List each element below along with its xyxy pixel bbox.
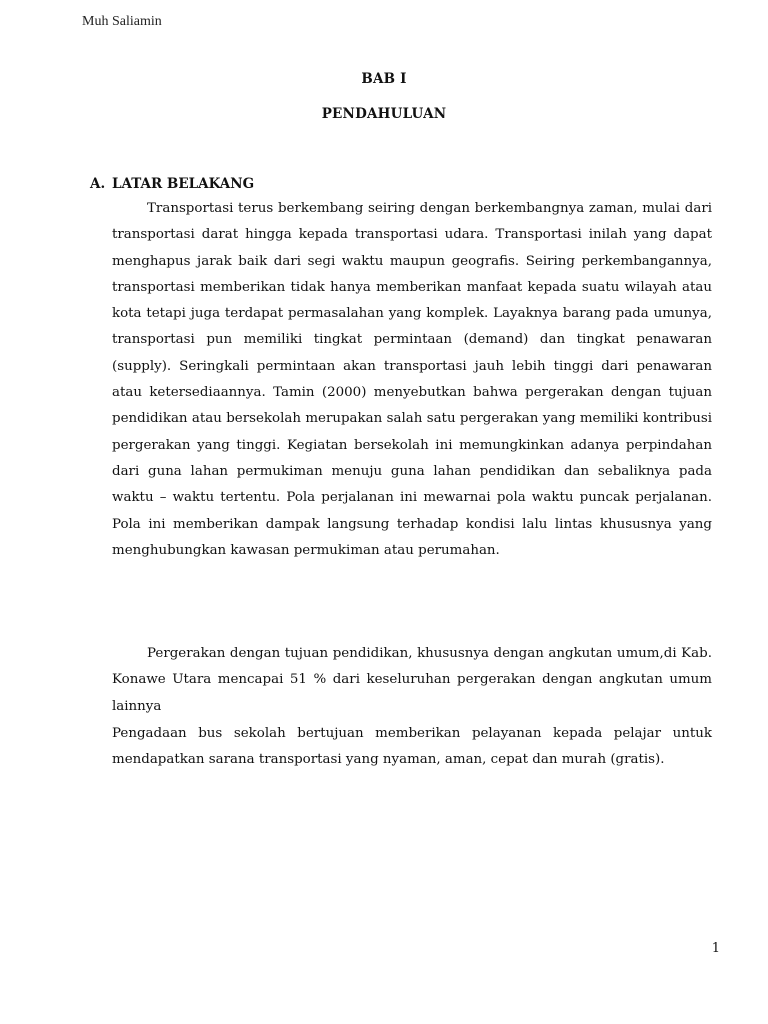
section-letter: A. — [90, 176, 106, 192]
body-paragraph-3: Pengadaan bus sekolah bertujuan memberikan pelayanan kepada pelajar untuk mendapatkan sarana transportasi yang nyaman, aman, cepat dan murah (gratis). — [112, 726, 712, 768]
section-title: LATAR BELAKANG — [112, 176, 255, 192]
chapter-number: BAB I — [361, 71, 407, 87]
header-author: Muh Saliamin — [82, 14, 162, 29]
page-number: 1 — [711, 941, 720, 956]
section-heading — [90, 176, 254, 192]
body-paragraph-1: Transportasi terus berkembang seiring dengan berkembangnya zaman, mulai dari transportasi darat hingga kepada transportasi udara. Transportasi inilah yang dapat menghapus jarak baik dari segi waktu maupun geografis. Seiring perkembangannya, transportasi memberikan tidak hanya memberikan manfaat kepada suatu wilayah atau kota tetapi juga terdapat permasalahan yang komplek. Layaknya barang pada umunya, transportasi pun memiliki tingkat permintaan (demand) dan tingkat penawaran (supply). Seringkali permintaan akan transportasi jauh lebih tinggi dari penawaran atau ketersediaannya. Tamin (2000) menyebutkan bahwa pergerakan dengan tujuan pendidikan atau bersekolah merupakan salah satu pergerakan yang memiliki kontribusi pergerakan yang tinggi. Kegiatan bersekolah ini memungkinkan adanya perpindahan dari guna lahan permukiman menuju guna lahan pendidikan dan sebaliknya pada waktu – waktu tertentu. Pola perjalanan ini mewarnai pola waktu puncak perjalanan. Pola ini memberikan dampak langsung terhadap kondisi lalu lintas khususnya yang menghubungkan kawasan permukiman atau perumahan. — [112, 201, 712, 558]
chapter-title: PENDAHULUAN — [321, 106, 447, 122]
body-paragraph-2: Pergerakan dengan tujuan pendidikan, khususnya dengan angkutan umum,di Kab. Konawe Utara mencapai 51 % dari keseluruhan pergerakan dengan angkutan umum lainnya — [112, 646, 712, 714]
